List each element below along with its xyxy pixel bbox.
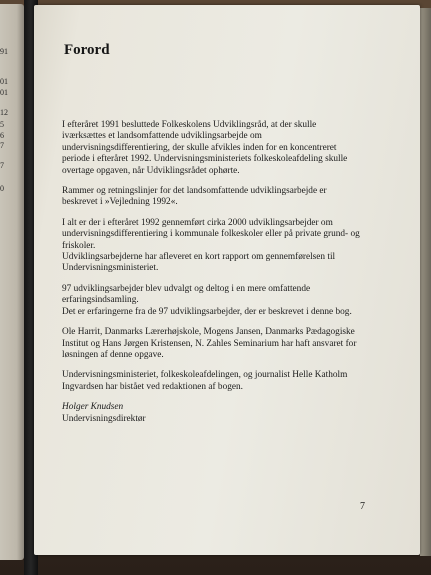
signature-name: Holger Knudsen <box>62 402 124 413</box>
page-stack-edge <box>420 8 431 556</box>
left-page-fragment: 0 <box>0 184 4 193</box>
page-body <box>62 120 362 434</box>
left-page-fragment: 5 <box>0 120 4 129</box>
page-number: 7 <box>360 501 365 512</box>
signature <box>62 402 362 425</box>
paragraph: I alt er der i efteråret 1992 gennemført cirka 2000 udviklingsarbejder om undervisningsdifferentiering i kommunale folkeskoler eller på private grund- og friskoler. <box>62 217 360 251</box>
paragraph: Det er erfaringerne fra de 97 udviklingsarbejder, der er beskrevet i denne bog. <box>62 306 352 317</box>
book-page <box>34 5 420 555</box>
left-page-edge <box>0 4 24 560</box>
page-title: Forord <box>64 42 110 58</box>
paragraph: Undervisningsministeriet, folkeskoleafdelingen, og journalist Helle Katholm Ingvardsen har bistået ved redaktionen af bogen. <box>62 370 348 392</box>
signature-title: Undervisningsdirektør <box>62 413 146 424</box>
paragraph: Ole Harrit, Danmarks Lærerhøjskole, Mogens Jansen, Danmarks Pædagogiske Institut og Hans Jørgen Kristensen, N. Zahles Seminarium har haft ansvaret for løsningen af denne opgave. <box>62 327 357 360</box>
paragraph: Rammer og retningslinjer for det landsomfattende udviklingsarbejde er beskrevet i »Vejledning 1992«. <box>62 186 327 208</box>
left-page-fragment: 01 <box>0 88 8 97</box>
left-page-fragment: 12 <box>0 108 8 117</box>
paragraph: 97 udviklingsarbejder blev udvalgt og deltog i en mere omfattende erfaringsindsamling. <box>62 283 311 306</box>
left-page-fragment: 7 <box>0 141 4 150</box>
paragraph: Udviklingsarbejderne har afleveret en kort rapport om gennemførelsen til Undervisningsministeriet. <box>62 252 336 274</box>
left-page-fragment: 7 <box>0 161 4 170</box>
left-page-fragment: 01 <box>0 77 8 86</box>
left-page-fragment: 91 <box>0 47 8 56</box>
left-page-fragment: 6 <box>0 131 4 140</box>
paragraph: I efteråret 1991 besluttede Folkeskolens Udviklingsråd, at der skulle iværksættes et landsomfattende udviklingsarbejde om undervisningsdifferentiering, der skulle afvikles inden for en koncentreret periode i efteråret 1992. Undervisningsministeriets folkeskoleafdeling skulle overtage opgaven, når Udviklingsrådet ophørte. <box>62 120 348 176</box>
